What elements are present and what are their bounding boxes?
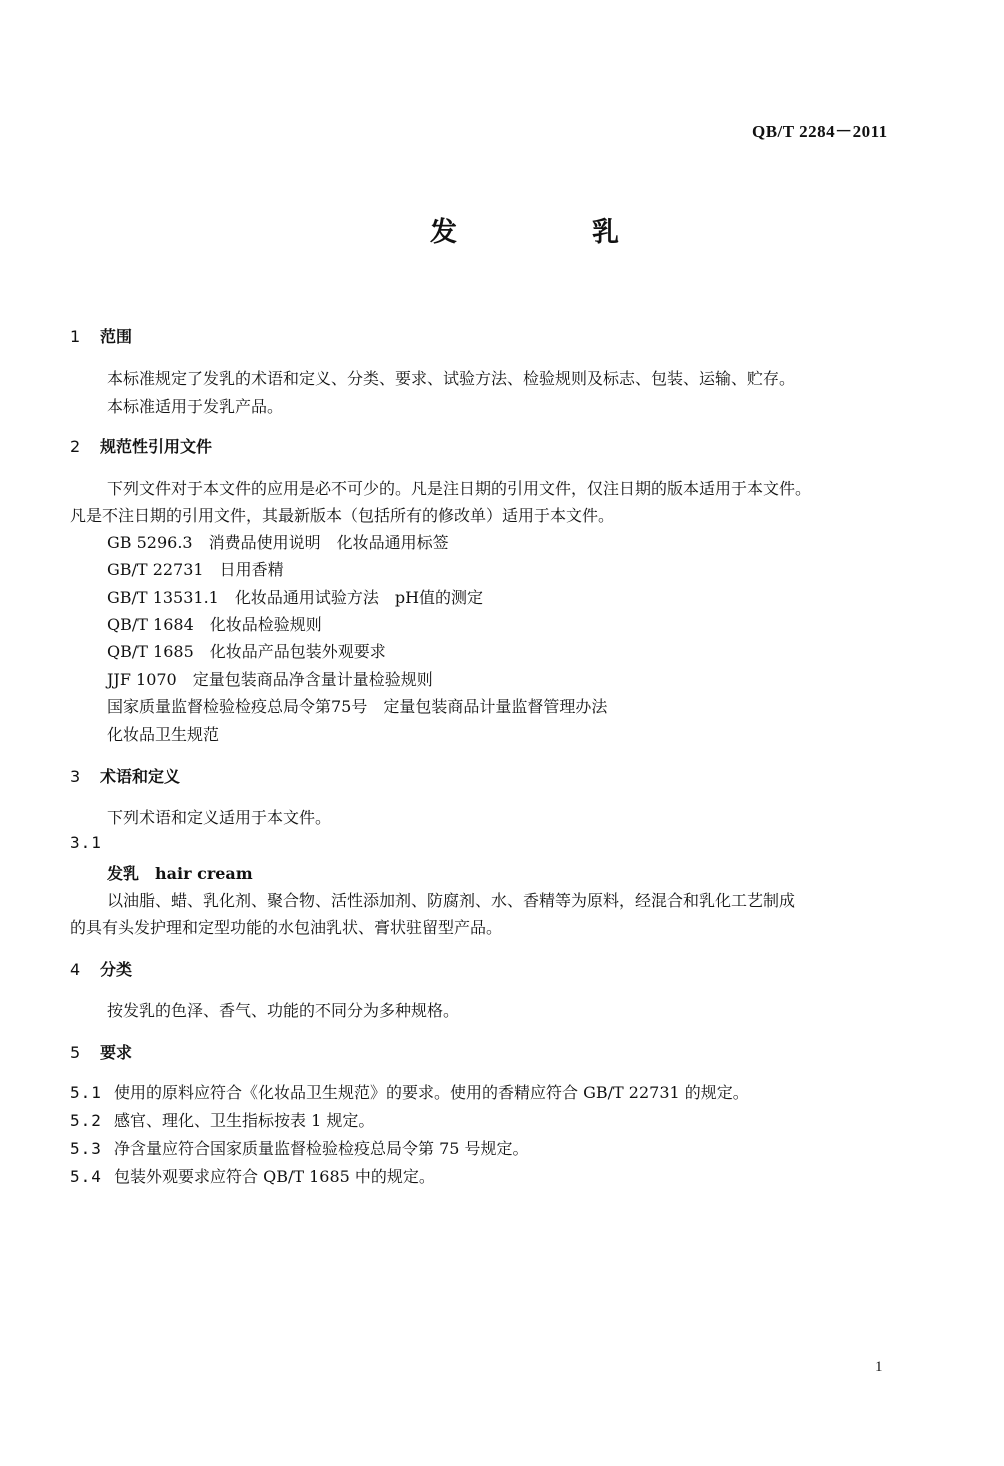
item-text: 使用的原料应符合《化妆品卫生规范》的要求。使用的香精应符合 GB/T 22731 的规定。	[114, 1083, 749, 1102]
section-1-paragraph-2: 本标准适用于发乳产品。	[107, 397, 284, 416]
term-definition-line-2: 的具有头发护理和定型功能的水包油乳状、膏状驻留型产品。	[70, 918, 503, 937]
section-2-paragraph-1: 下列文件对于本文件的应用是必不可少的。凡是注日期的引用文件，仅注日期的版本适用于本文件。	[107, 479, 812, 498]
reference-title: 化妆品检验规则	[209, 615, 322, 634]
reference-item	[107, 612, 322, 635]
section-title: 要求	[100, 1043, 133, 1062]
reference-item	[107, 639, 386, 662]
section-number: 2	[70, 437, 81, 456]
section-3-paragraph-1: 下列术语和定义适用于本文件。	[107, 808, 332, 827]
reference-title: 消费品使用说明 化妆品通用标签	[208, 533, 449, 552]
reference-title: 定量包装商品净含量计量检验规则	[192, 670, 433, 689]
requirement-item	[70, 1136, 529, 1159]
section-2-paragraph-2: 凡是不注日期的引用文件，其最新版本（包括所有的修改单）适用于本文件。	[70, 506, 615, 525]
reference-code: GB 5296.3	[107, 533, 193, 552]
reference-item	[107, 557, 284, 580]
item-number: 5.1	[70, 1083, 102, 1102]
item-number: 5.3	[70, 1139, 102, 1158]
standard-code: QB/T 2284－2011	[752, 122, 888, 141]
subsection-num: 3.1	[70, 833, 102, 852]
reference-title: 定量包装商品计量监督管理办法	[383, 697, 608, 716]
reference-code: JJF 1070	[107, 670, 177, 689]
item-number: 5.4	[70, 1167, 102, 1186]
section-number: 5	[70, 1043, 81, 1062]
reference-title: 化妆品产品包装外观要求	[209, 642, 386, 661]
section-number: 3	[70, 767, 81, 786]
reference-item	[107, 694, 607, 717]
page-number: 1	[875, 1359, 883, 1375]
item-text: 感官、理化、卫生指标按表 1 规定。	[114, 1111, 375, 1130]
section-title: 分类	[100, 960, 133, 979]
reference-code: QB/T 1685	[107, 642, 194, 661]
section-5-heading	[70, 1040, 132, 1063]
section-2-heading	[70, 434, 212, 457]
reference-code: GB/T 22731	[107, 560, 204, 579]
reference-code: 国家质量监督检验检疫总局令第75号	[107, 697, 368, 716]
section-title: 规范性引用文件	[100, 437, 213, 456]
section-number: 4	[70, 960, 81, 979]
section-1-paragraph-1: 本标准规定了发乳的术语和定义、分类、要求、试验方法、检验规则及标志、包装、运输、贮存。	[107, 369, 796, 388]
term-heading: 发乳 hair cream	[107, 864, 253, 883]
item-text: 包装外观要求应符合 QB/T 1685 中的规定。	[114, 1167, 435, 1186]
section-number: 1	[70, 327, 81, 346]
term-definition-line-1: 以油脂、蜡、乳化剂、聚合物、活性添加剂、防腐剂、水、香精等为原料，经混合和乳化工艺制成	[107, 891, 796, 910]
document-title: 发 乳	[430, 217, 673, 248]
requirement-item	[70, 1080, 749, 1103]
reference-item	[107, 722, 219, 745]
reference-code: QB/T 1684	[107, 615, 194, 634]
section-title: 范围	[100, 327, 133, 346]
section-3-heading	[70, 764, 180, 787]
reference-title: 化妆品通用试验方法 pH值的测定	[234, 588, 484, 607]
section-4-heading	[70, 957, 132, 980]
section-1-heading	[70, 324, 132, 347]
reference-title: 日用香精	[219, 560, 284, 579]
section-4-paragraph-1: 按发乳的色泽、香气、功能的不同分为多种规格。	[107, 1001, 460, 1020]
item-text: 净含量应符合国家质量监督检验检疫总局令第 75 号规定。	[114, 1139, 529, 1158]
reference-item	[107, 530, 449, 553]
reference-code: 化妆品卫生规范	[107, 725, 220, 744]
reference-code: GB/T 13531.1	[107, 588, 219, 607]
subsection-number	[70, 833, 114, 852]
reference-item	[107, 585, 483, 608]
section-title: 术语和定义	[100, 767, 181, 786]
reference-item	[107, 667, 433, 690]
item-number: 5.2	[70, 1111, 102, 1130]
requirement-item	[70, 1108, 374, 1131]
requirement-item	[70, 1164, 435, 1187]
